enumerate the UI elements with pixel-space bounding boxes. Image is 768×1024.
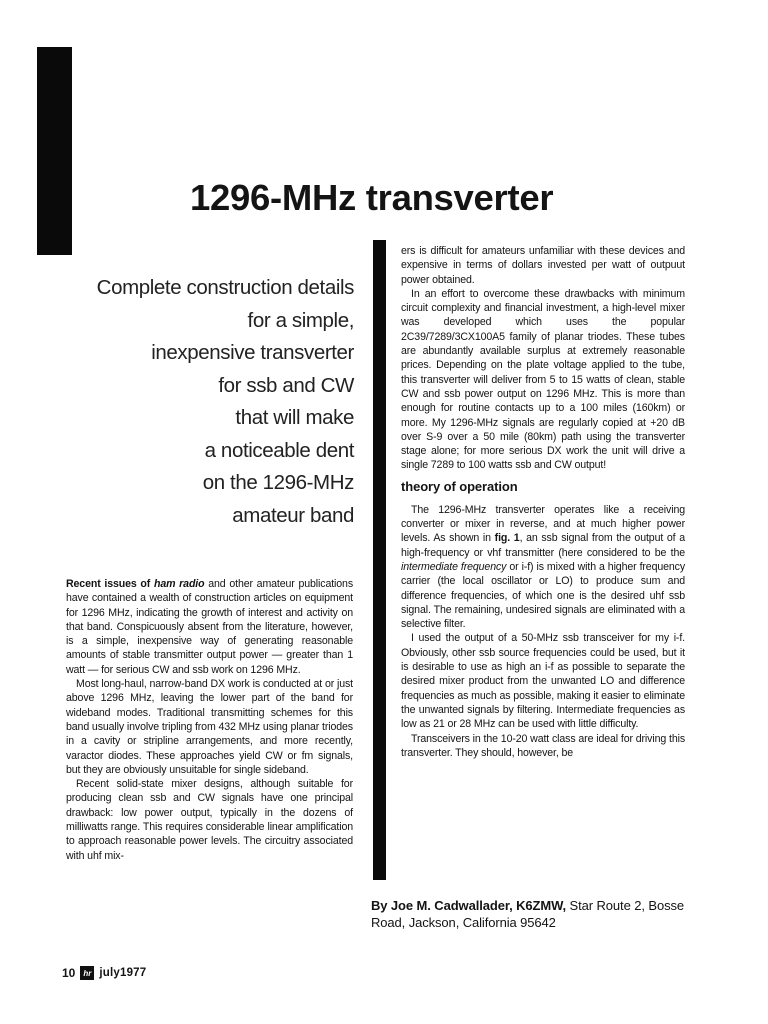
deck-line: that will make: [235, 406, 354, 429]
lead-in-text: Recent issues of: [66, 578, 154, 590]
deck-line: for ssb and CW: [218, 373, 354, 397]
deck-line: for a simple,: [247, 308, 354, 332]
deck-line: Complete construction details: [96, 276, 354, 299]
paragraph: ers is difficult for amateurs unfamiliar with these devices and expensive in terms of dollars invested per watt of outpuut power obtained.: [401, 245, 685, 286]
issue-date: july1977: [99, 967, 147, 979]
deck-line: on the 1296-MHz: [202, 471, 354, 494]
paragraph: Transceivers in the 10-20 watt class are ideal for driving this transverter. They should, however, be: [401, 732, 685, 759]
paragraph: The 1296-MHz transverter operates like a receiving converter or mixer in reverse, and at much higher power levels. As shown in fig. 1, an ssb signal from the output of a high-frequency or vhf transmitter (here considered to be the intermediate frequency or i-f) is mixed with a higher frequency carrier (the local oscillator or LO) to produce sum and difference frequencies, of which one is the desired uhf ssb signal. The remaining, undesired signals are eliminated with a selective filter.: [401, 503, 686, 631]
magazine-logo-icon: hr: [80, 966, 94, 980]
page-number: 10: [62, 966, 76, 980]
paragraph: Most long-haul, narrow-band DX work is conducted at or just above 1296 MHz, leaving the lower part of the band for wideband modes. Traditional transmitting schemes for this band usually involve tripling from 432 MHz using planar triodes in a cavity or stripline arrangements, and more recently, varactor diodes. These approaches yield CW or fm signals, but they are obviously unsuitable for single sideband.: [66, 678, 353, 776]
paragraph: Recent solid-state mixer designs, although suitable for producing clean ssb and CW signals have one principal drawback: low power output, typically in the dozens of milliwatts range. This requires considerable linear amplification to approach reasonable power levels. The circuitry associated with uhf mix-: [66, 778, 353, 862]
column-rule-bar: [373, 240, 386, 880]
emphasized-term: intermediate frequency: [401, 560, 507, 573]
article-title: 1296-MHz transverter: [190, 177, 554, 218]
paragraph: I used the output of a 50-MHz ssb transceiver for my i-f. Obviously, other ssb source frequencies could be used, but it is desirable to use as high an i-f as possible to separate the desired mixer product from the unwanted LO and difference frequencies as much as possible, making it easier to eliminate the unwanted signals by filtering. Intermediate frequencies as low as 21 or 28 MHz can be used with little difficulty.: [401, 632, 685, 731]
section-heading: theory of operation: [401, 478, 518, 494]
figure-reference: fig. 1: [494, 532, 520, 545]
author-name: By Joe M. Cadwallader, K6ZMW,: [371, 898, 567, 913]
body-column-right: [401, 244, 685, 760]
magazine-name: ham radio: [153, 578, 205, 590]
decorative-bar-left: [37, 47, 72, 255]
body-column-left: [66, 577, 353, 863]
deck-line: a noticeable dent: [204, 438, 354, 462]
paragraph: Recent issues of ham radio and other amateur publications have contained a wealth of construction articles on equipment for 1296 MHz, indicating the growth of interest and activity on that band. Conspicuously absent from the literature, however, is a simple, inexpensive way of generating reasonable amounts of stable transmitter output power — greater than 1 watt — for serious CW and ssb work on 1296 MHz.: [66, 578, 353, 676]
paragraph: In an effort to overcome these drawbacks with minimum circuit complexity and financial investment, a high-level mixer was developed which uses the popular 2C39/7289/3CX100A5 family of planar triodes. These tubes are abundantly available surplus at extremely reasonable prices. Depending on the plate voltage applied to the tube, this transverter will deliver from 5 to 15 watts of clean, stable CW and ssb power output on 1296 MHz. This is more than enough for routine contacts up to a 100 miles (160km) or more. My 1296-MHz signals are regularly copied at +20 dB over S-9 over a 50 mile (80km) path using the transverter stage alone; for more serious DX work the unit will drive a single 7289 to 100 watts ssb and CW output!: [401, 287, 685, 472]
deck-line: inexpensive transverter: [151, 341, 354, 364]
page-footer: [62, 966, 146, 980]
author-address: Star Route 2, Bosse Road, Jackson, California 95642: [371, 898, 684, 930]
author-byline: [371, 897, 701, 931]
deck-line: amateur band: [232, 503, 354, 527]
